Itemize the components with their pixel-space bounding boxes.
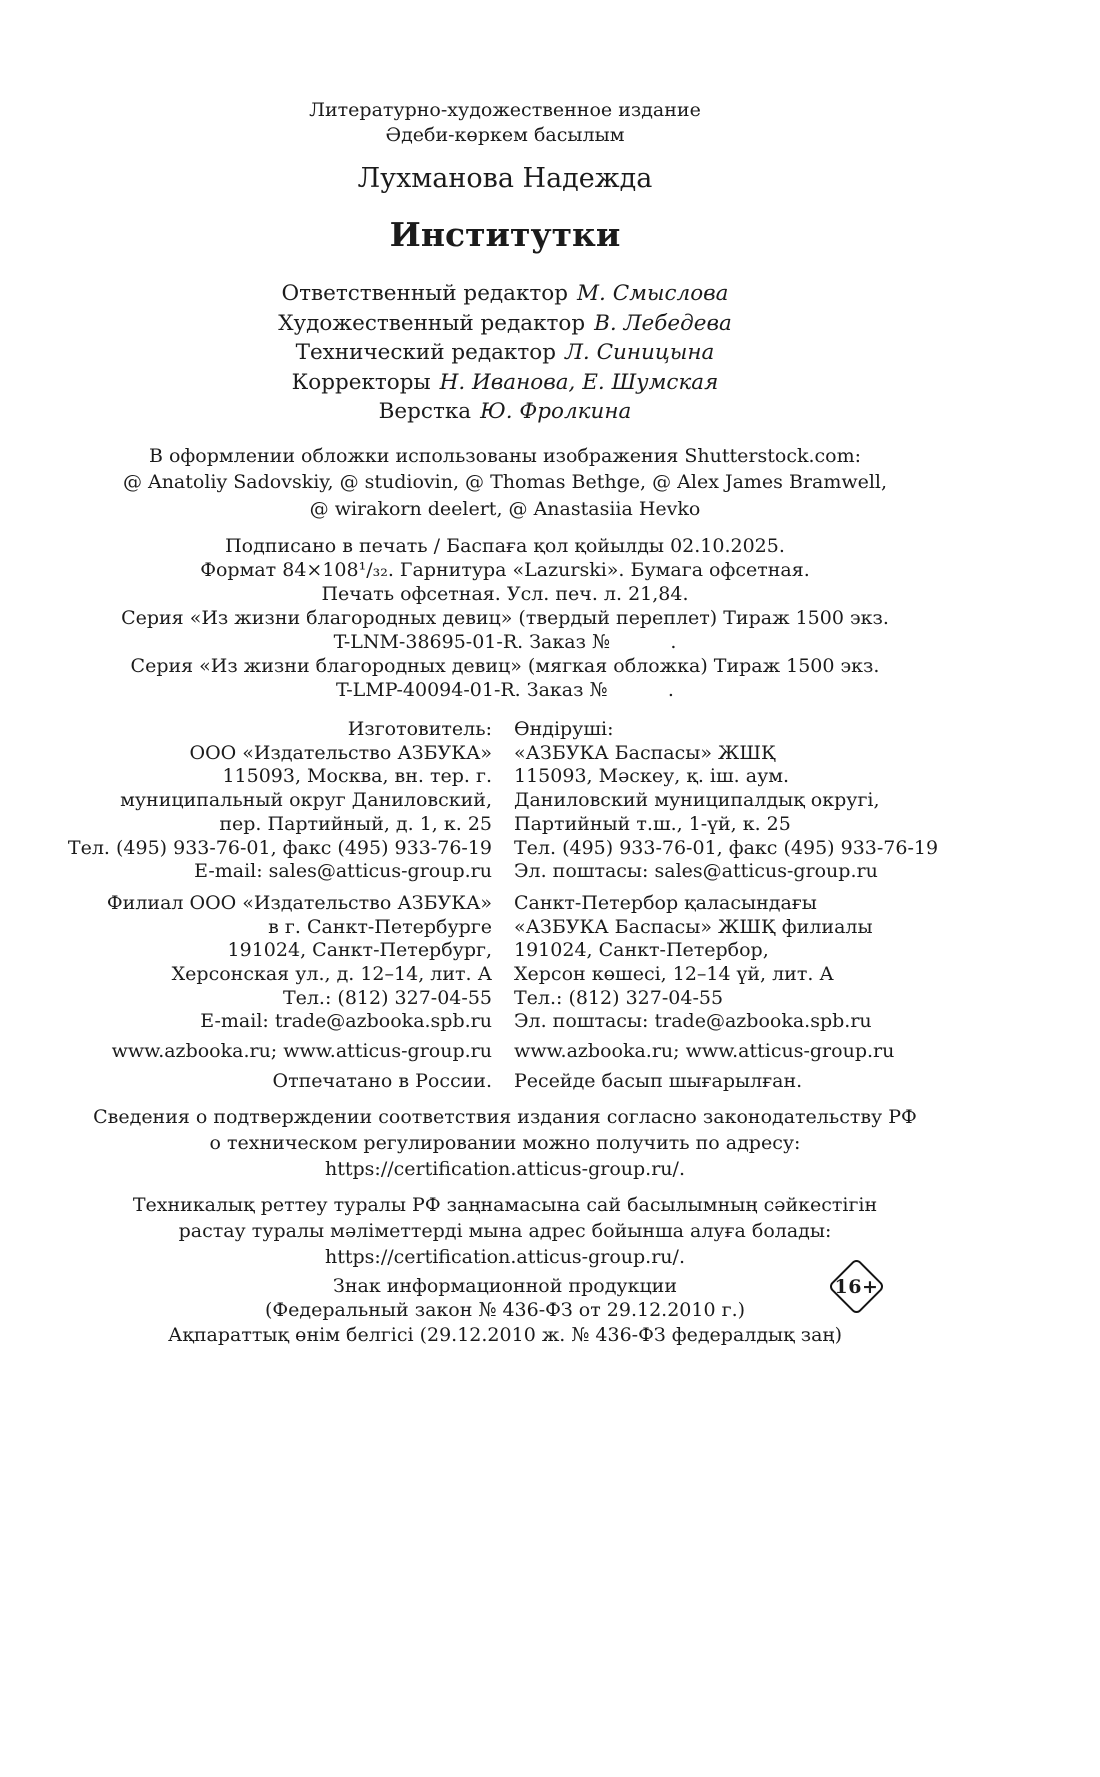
staff-row — [0, 368, 1010, 398]
manufacturer-kz-block — [514, 718, 1010, 884]
email-line: Эл. поштасы: sales@atticus-group.ru — [514, 860, 878, 883]
address-line: Филиал ООО «Издательство АЗБУКА» — [106, 891, 492, 914]
address-line: Партийный т.ш., 1-үй, к. 25 — [514, 812, 791, 835]
info-sign-line: Знак информационной продукции — [332, 1274, 677, 1297]
print-info-line: Подписано в печать / Баспаға қол қойылды 02.10.2025. — [225, 535, 785, 557]
staff-role: Корректоры — [291, 369, 431, 395]
staff-role: Верстка — [378, 399, 472, 424]
print-info-line: Серия «Из жизни благородных девиц» (мягкая обложка) Тираж 1500 экз. — [130, 655, 880, 677]
publisher-column-ru — [0, 718, 492, 1094]
branch-ru-block — [0, 892, 492, 1034]
certification-ru-block — [0, 1104, 1010, 1182]
print-info-line: Формат 84×108¹/₃₂. Гарнитура «Lazurski». Бумага офсетная. — [200, 559, 810, 581]
certification-line: растау туралы мәліметтерді мына адрес бойынша алуға болады: — [178, 1219, 832, 1242]
address-line: 191024, Санкт-Петербург, — [227, 939, 492, 962]
manufacturer-kz-heading: Өндіруші: — [514, 718, 614, 740]
email-line: Эл. поштасы: trade@azbooka.spb.ru — [514, 1010, 872, 1033]
certification-line: Техникалық реттеу туралы РФ заңнамасына сай басылымның сәйкестігін — [132, 1193, 878, 1216]
info-sign-line: (Федеральный закон № 436-ФЗ от 29.12.2010 г.) — [264, 1299, 746, 1322]
staff-person: В. Лебедева — [594, 310, 732, 336]
address-line: ООО «Издательство АЗБУКА» — [189, 741, 492, 764]
staff-person: Л. Синицына — [564, 340, 715, 365]
phone-line: Тел. (495) 933-76-01, факс (495) 933-76-19 — [514, 836, 939, 859]
cover-credits-block — [0, 443, 1010, 523]
print-info-block — [0, 534, 1010, 702]
certification-url: https://certification.atticus-group.ru/. — [325, 1157, 685, 1180]
certification-url: https://certification.atticus-group.ru/. — [325, 1245, 685, 1268]
staff-role: Технический редактор — [295, 340, 556, 365]
phone-line: Тел.: (812) 327-04-55 — [514, 986, 724, 1009]
printed-in-kz: Ресейде басып шығарылған. — [514, 1069, 803, 1092]
print-info-line: Серия «Из жизни благородных девиц» (твердый переплет) Тираж 1500 экз. — [121, 607, 889, 629]
staff-block — [0, 279, 1010, 427]
address-line: «АЗБУКА Баспасы» ЖШҚ — [514, 741, 776, 764]
address-line: Даниловский муниципалдық округі, — [514, 789, 880, 812]
address-line: «АЗБУКА Баспасы» ЖШҚ филиалы — [514, 915, 873, 938]
address-line: муниципальный округ Даниловский, — [120, 789, 492, 812]
address-line: 115093, Мәскеу, қ. іш. аум. — [514, 765, 790, 788]
print-info-line: T-LMP-40094-01-R. Заказ № . — [336, 679, 674, 701]
staff-person: М. Смыслова — [577, 281, 729, 306]
credits-line: @ Anatoliy Sadovskiy, @ studiovin, @ Thomas Bethge, @ Alex James Bramwell, — [122, 471, 888, 493]
certification-line: о техническом регулировании можно получить по адресу: — [209, 1131, 801, 1154]
publisher-columns — [0, 718, 1010, 1094]
address-line: в г. Санкт-Петербурге — [268, 915, 492, 938]
staff-person: Н. Иванова, Е. Шумская — [439, 369, 719, 395]
publisher-column-kz — [514, 718, 1010, 1094]
email-line: E-mail: trade@azbooka.spb.ru — [200, 1010, 492, 1033]
staff-row — [0, 279, 1010, 309]
certification-line: Сведения о подтверждении соответствия издания согласно законодательству РФ — [93, 1105, 917, 1128]
staff-row — [0, 309, 1010, 339]
address-line: Херсон көшесі, 12–14 үй, лит. А — [514, 963, 834, 986]
credits-line: В оформлении обложки использованы изображения Shutterstock.com: — [148, 444, 862, 467]
printed-in-ru: Отпечатано в России. — [272, 1069, 492, 1092]
staff-row — [0, 338, 1010, 368]
info-sign-line: Ақпараттық өнім белгісі (29.12.2010 ж. № 436-ФЗ федералдық заң) — [167, 1323, 843, 1346]
book-title: Институтки — [389, 215, 621, 254]
phone-line: Тел.: (812) 327-04-55 — [282, 986, 492, 1009]
staff-row — [0, 397, 1010, 427]
websites-ru: www.azbooka.ru; www.atticus-group.ru — [111, 1040, 492, 1063]
age-rating-label: 16+ — [834, 1275, 879, 1298]
staff-role: Ответственный редактор — [281, 281, 569, 306]
address-line: 115093, Москва, вн. тер. г. — [222, 765, 492, 788]
manufacturer-ru-block — [0, 718, 492, 884]
websites-kz: www.azbooka.ru; www.atticus-group.ru — [514, 1040, 895, 1063]
credits-line: @ wirakorn deelert, @ Anastasiia Hevko — [309, 497, 701, 520]
branch-kz-block — [514, 892, 1010, 1034]
phone-line: Тел. (495) 933-76-01, факс (495) 933-76-19 — [67, 836, 492, 859]
address-line: 191024, Санкт-Петербор, — [514, 939, 769, 962]
address-line: Санкт-Петербор қаласындағы — [514, 891, 817, 914]
manufacturer-ru-heading: Изготовитель: — [347, 718, 492, 740]
certification-kz-block — [0, 1192, 1010, 1270]
edition-line-ru: Литературно-художественное издание — [309, 99, 701, 121]
staff-person: Ю. Фролкина — [480, 399, 632, 424]
address-line: пер. Партийный, д. 1, к. 25 — [219, 812, 492, 835]
address-line: Херсонская ул., д. 12–14, лит. А — [171, 963, 492, 986]
edition-line-kz: Әдеби-көркем басылым — [385, 123, 625, 146]
author-name: Лухманова Надежда — [357, 163, 653, 194]
email-line: E-mail: sales@atticus-group.ru — [194, 860, 492, 883]
print-info-line: Печать офсетная. Усл. печ. л. 21,84. — [321, 583, 689, 605]
staff-role: Художественный редактор — [278, 310, 586, 336]
print-info-line: T-LNM-38695-01-R. Заказ № . — [333, 631, 677, 653]
edition-block — [0, 98, 1010, 147]
